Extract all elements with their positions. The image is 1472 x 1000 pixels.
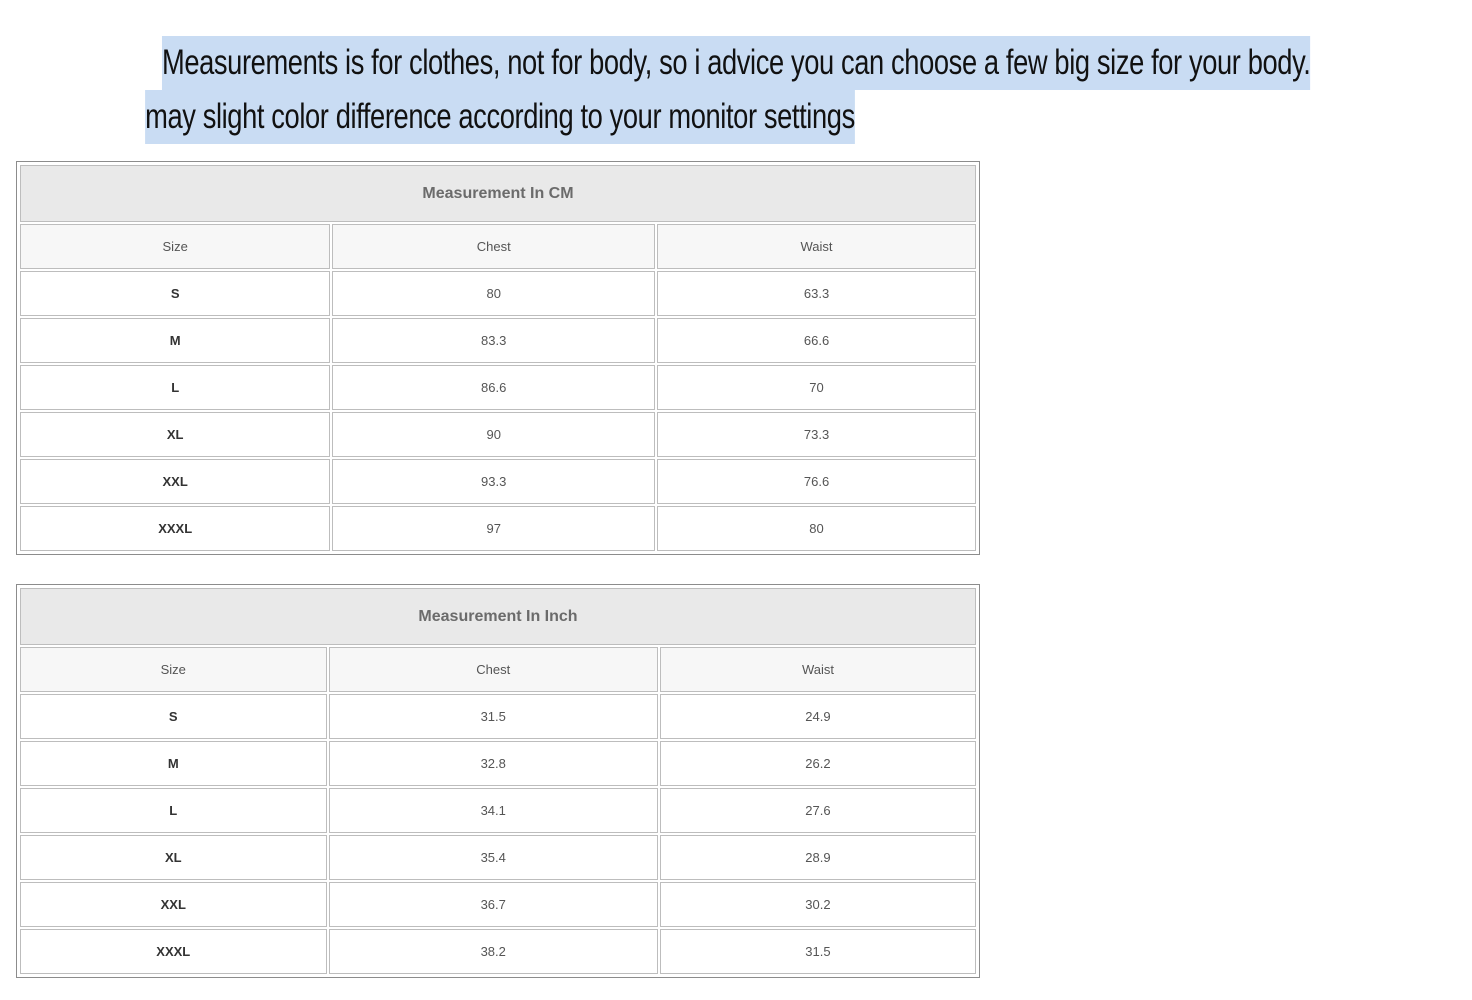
- waist-cell: 80: [657, 506, 976, 551]
- waist-cell: 31.5: [660, 929, 976, 974]
- chest-cell: 80: [332, 271, 655, 316]
- size-advice-text: Measurements is for clothes, not for body, so i advice you can choose a few big size for your body.: [162, 36, 1311, 90]
- waist-cell: 76.6: [657, 459, 976, 504]
- size-cell: XXXL: [20, 929, 327, 974]
- waist-cell: 66.6: [657, 318, 976, 363]
- table-title: Measurement In Inch: [20, 588, 976, 645]
- waist-cell: 73.3: [657, 412, 976, 457]
- chest-cell: 90: [332, 412, 655, 457]
- table-row: [20, 741, 976, 786]
- chest-cell: 35.4: [329, 835, 658, 880]
- size-cell: S: [20, 271, 330, 316]
- size-cell: L: [20, 788, 327, 833]
- size-cell: S: [20, 694, 327, 739]
- color-difference-text: may slight color difference according to your monitor settings: [145, 90, 855, 144]
- size-cell: XXL: [20, 459, 330, 504]
- waist-cell: 28.9: [660, 835, 976, 880]
- chest-cell: 38.2: [329, 929, 658, 974]
- size-advice-notice: [0, 36, 1311, 90]
- size-cell: XXXL: [20, 506, 330, 551]
- table-row: [20, 694, 976, 739]
- column-header-waist: Waist: [657, 224, 976, 269]
- size-table-cm: [16, 161, 980, 555]
- waist-cell: 30.2: [660, 882, 976, 927]
- chest-cell: 93.3: [332, 459, 655, 504]
- waist-cell: 63.3: [657, 271, 976, 316]
- table-header-row: [20, 224, 976, 269]
- size-table-inch: [16, 584, 980, 978]
- chest-cell: 36.7: [329, 882, 658, 927]
- table-row: [20, 412, 976, 457]
- waist-cell: 70: [657, 365, 976, 410]
- chest-cell: 86.6: [332, 365, 655, 410]
- size-cell: M: [20, 318, 330, 363]
- waist-cell: 27.6: [660, 788, 976, 833]
- size-cell: XL: [20, 835, 327, 880]
- chest-cell: 31.5: [329, 694, 658, 739]
- column-header-size: Size: [20, 647, 327, 692]
- table-row: [20, 788, 976, 833]
- table-row: [20, 459, 976, 504]
- waist-cell: 24.9: [660, 694, 976, 739]
- column-header-chest: Chest: [329, 647, 658, 692]
- column-header-size: Size: [20, 224, 330, 269]
- column-header-waist: Waist: [660, 647, 976, 692]
- chest-cell: 32.8: [329, 741, 658, 786]
- chest-cell: 83.3: [332, 318, 655, 363]
- table-row: [20, 506, 976, 551]
- chest-cell: 97: [332, 506, 655, 551]
- waist-cell: 26.2: [660, 741, 976, 786]
- table-row: [20, 318, 976, 363]
- table-row: [20, 882, 976, 927]
- color-difference-notice: [0, 90, 1000, 144]
- chest-cell: 34.1: [329, 788, 658, 833]
- table-row: [20, 271, 976, 316]
- table-title: Measurement In CM: [20, 165, 976, 222]
- size-cell: XL: [20, 412, 330, 457]
- table-row: [20, 835, 976, 880]
- table-row: [20, 365, 976, 410]
- table-header-row: [20, 647, 976, 692]
- column-header-chest: Chest: [332, 224, 655, 269]
- table-row: [20, 929, 976, 974]
- size-cell: L: [20, 365, 330, 410]
- size-cell: M: [20, 741, 327, 786]
- size-cell: XXL: [20, 882, 327, 927]
